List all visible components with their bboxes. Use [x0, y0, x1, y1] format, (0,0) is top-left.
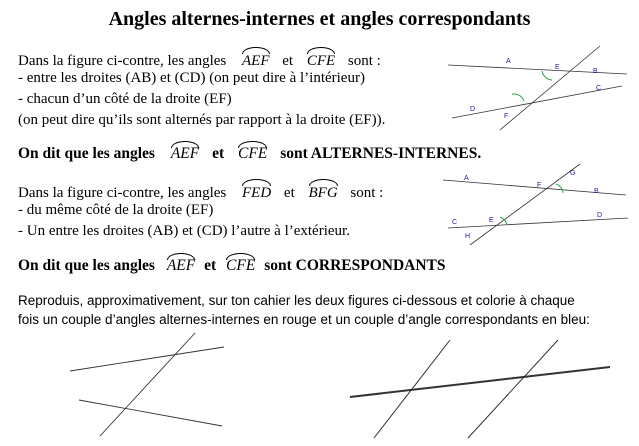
section1-conclusion-before: On dit que les angles	[18, 145, 155, 162]
conclusion1-angle-cfe: CFE	[238, 142, 267, 163]
section2-conclusion-after: sont CORRESPONDANTS	[264, 257, 446, 274]
exercise-right-secant-left	[374, 340, 450, 438]
section2-connector: et	[283, 185, 295, 201]
figure1-label-f: F	[504, 113, 509, 120]
exercise-right-thick-line	[350, 367, 610, 397]
figure2-label-f: F	[537, 182, 542, 189]
exercise-line2: fois un couple d’angles alternes-internes en rouge et un couple d’angle correspondants en bleu:	[18, 312, 590, 327]
section1-line4: (on peut dire qu’ils sont alternés par rapport à la droite (EF)).	[18, 112, 386, 128]
figure1-line-ab	[448, 65, 627, 74]
figure1-label-a: A	[506, 58, 511, 65]
figure2-label-g: G	[570, 170, 576, 177]
angle-aef: AEF	[242, 48, 270, 71]
exercise-left-line-top	[70, 347, 224, 371]
exercise-right-secant-right	[468, 340, 558, 438]
figure1-label-d: D	[470, 106, 476, 113]
section1-conclusion-connector: et	[212, 145, 225, 162]
figure1-label-b: B	[593, 68, 598, 75]
figure1-angle-aef-mark	[542, 71, 552, 80]
figure1-angle-cfe-mark	[512, 94, 524, 101]
section1-connector: et	[282, 53, 294, 69]
section1-line3: - chacun d’un côté de la droite (EF)	[18, 91, 232, 107]
angle-bfg: BFG	[309, 180, 338, 203]
section2-intro-before: Dans la figure ci-contre, les angles	[18, 185, 227, 201]
angle-fed: FED	[242, 180, 271, 203]
section1-intro-after: sont :	[347, 53, 381, 69]
figure2	[443, 164, 628, 245]
figure2-label-a: A	[464, 175, 469, 182]
page-title: Angles alternes-internes et angles correspondants	[108, 8, 531, 30]
angle-cfe: CFE	[307, 48, 335, 71]
figure2-label-h: H	[465, 233, 471, 240]
exercise-left-line-bottom	[79, 400, 222, 426]
figure2-label-b: B	[594, 188, 599, 195]
section2-conclusion-connector: et	[204, 257, 217, 274]
exercise-figure-right	[350, 340, 610, 438]
conclusion2-angle-aef: AEF	[167, 254, 195, 275]
figure1-label-c: C	[596, 85, 602, 92]
section1-intro-before: Dans la figure ci-contre, les angles	[18, 53, 227, 69]
figure2-label-d: D	[597, 212, 603, 219]
section2-intro-after: sont :	[350, 185, 384, 201]
figure1-label-e: E	[555, 64, 560, 71]
section2-line2: - du même côté de la droite (EF)	[18, 202, 214, 218]
section2-line3: - Un entre les droites (AB) et (CD) l’autre à l’extérieur.	[18, 223, 350, 239]
figure1-line-ef	[500, 46, 600, 130]
section1-conclusion-after: sont ALTERNES-INTERNES.	[280, 145, 482, 162]
figure2-line-ef	[470, 164, 580, 245]
section1-line2: - entre les droites (AB) et (CD) (on peut dire à l’intérieur)	[18, 70, 365, 86]
exercise-figure-left	[70, 333, 224, 436]
exercise-line1: Reproduis, approximativement, sur ton cahier les deux figures ci-dessous et colorie à chaque	[18, 293, 575, 308]
figure2-label-e: E	[489, 217, 494, 224]
exercise-left-secant	[100, 333, 195, 436]
figure2-angle-bfg-mark	[556, 184, 563, 193]
figure2-label-c: C	[452, 219, 458, 226]
figure2-line-cd	[448, 218, 628, 228]
conclusion2-angle-cfe: CFE	[226, 254, 255, 275]
section2-conclusion-before: On dit que les angles	[18, 257, 155, 274]
conclusion1-angle-aef: AEF	[171, 142, 199, 163]
